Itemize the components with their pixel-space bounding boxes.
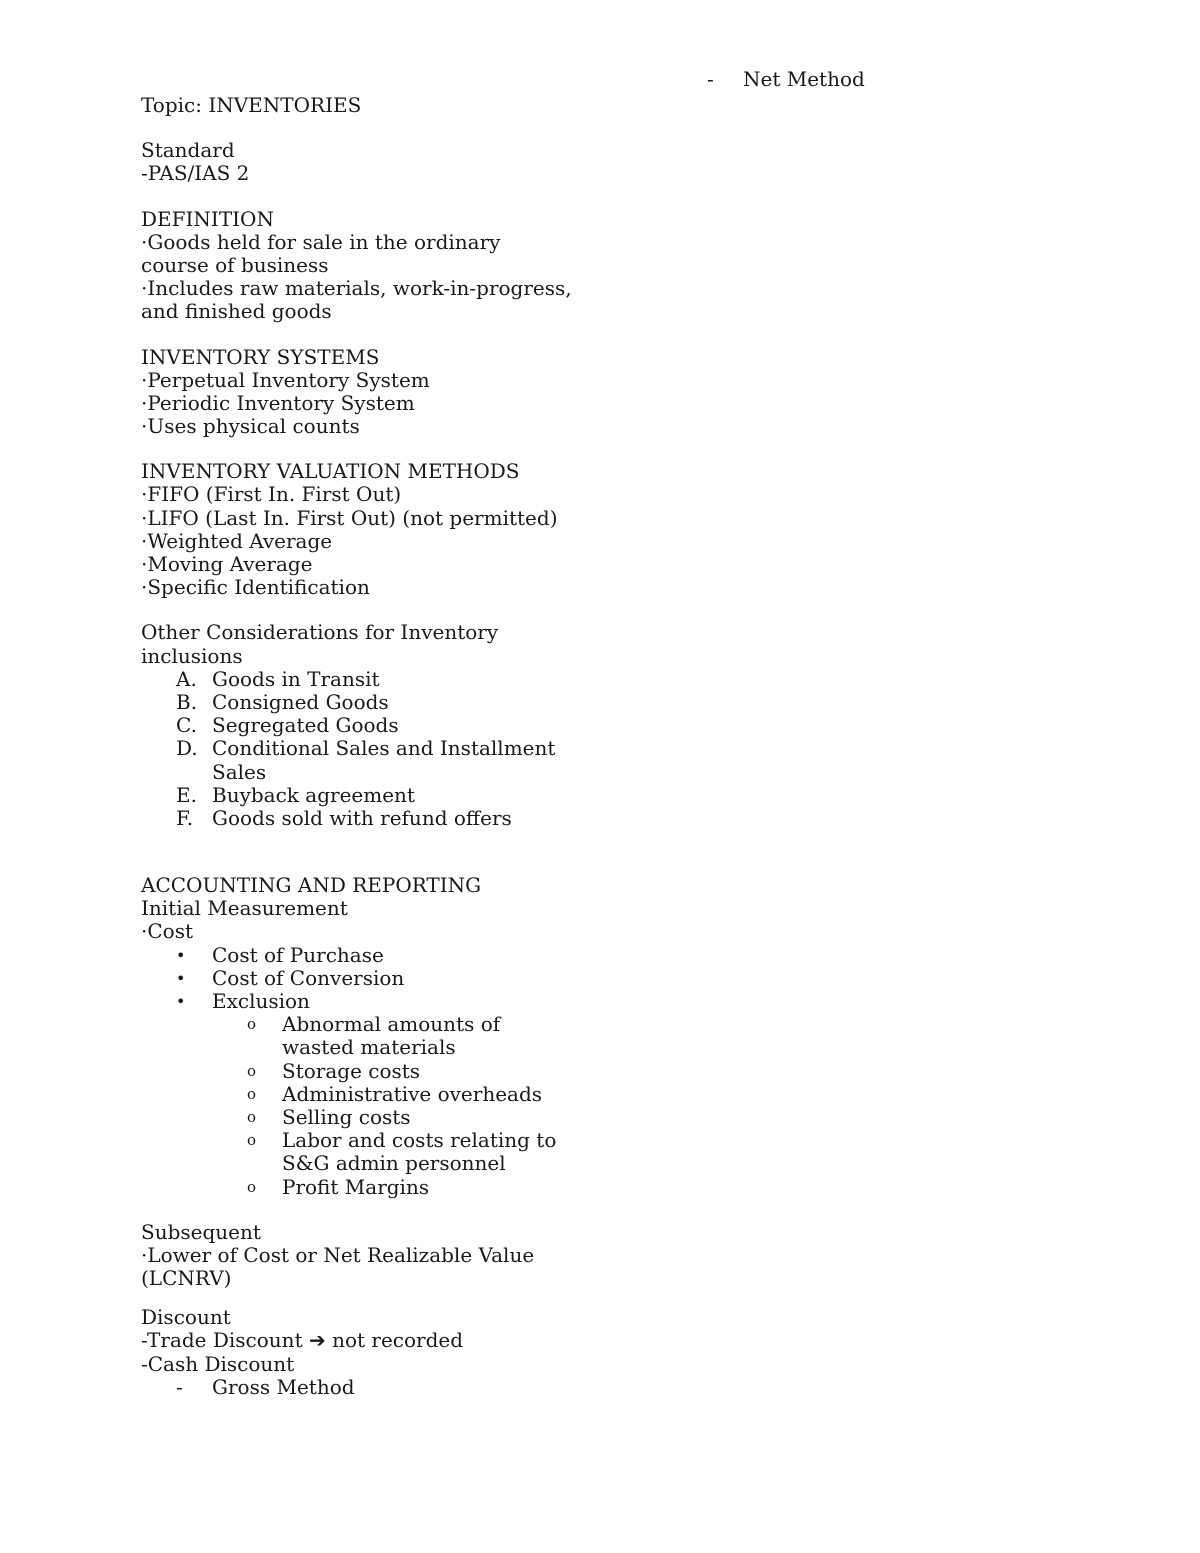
- subsequent-line: ·Lower of Cost or Net Realizable Value: [141, 1242, 535, 1267]
- list-item: [141, 784, 581, 807]
- definition-line: course of business: [141, 252, 329, 277]
- bullet-text: Cost of Purchase: [212, 942, 384, 967]
- list-item-text: Goods in Transit: [212, 666, 380, 691]
- valuation-methods-heading: INVENTORY VALUATION METHODS: [141, 459, 520, 484]
- list-item: [141, 714, 581, 737]
- sub-bullet-item: [141, 1060, 581, 1083]
- page-title: Topic: INVENTORIES: [141, 93, 362, 117]
- sub-bullet-text: Labor and costs relating to: [282, 1128, 557, 1153]
- inventory-systems-line: ·Perpetual Inventory System: [141, 367, 430, 392]
- gross-method-item: [141, 1376, 581, 1399]
- list-item-text: Segregated Goods: [212, 713, 399, 738]
- bullet-icon: •: [176, 945, 186, 965]
- sub-bullet-text: wasted materials: [282, 1035, 456, 1060]
- valuation-method-line: ·Specific Identification: [141, 575, 370, 600]
- sub-bullet-item: [141, 1176, 581, 1199]
- circle-bullet-icon: o: [247, 1177, 257, 1196]
- initial-measurement-heading: Initial Measurement: [141, 896, 348, 921]
- list-item: [141, 807, 581, 830]
- valuation-method-line: ·LIFO (Last In. First Out) (not permitted): [141, 505, 558, 530]
- circle-bullet-icon: o: [247, 1061, 257, 1080]
- sub-bullet-item: [141, 1106, 581, 1129]
- bullet-item: [141, 990, 581, 1013]
- trade-discount-note: not recorded: [332, 1328, 464, 1353]
- circle-bullet-icon: o: [247, 1131, 257, 1150]
- bullet-text: Exclusion: [212, 989, 310, 1013]
- list-item: [141, 668, 581, 691]
- circle-bullet-icon: o: [247, 1107, 257, 1126]
- list-item-text: Buyback agreement: [212, 782, 415, 807]
- trade-discount-label: -Trade Discount: [141, 1328, 303, 1353]
- dash-marker: -: [707, 67, 714, 91]
- bullet-item: [141, 944, 581, 967]
- gross-method-text: Gross Method: [212, 1374, 355, 1399]
- sub-bullet-item: [141, 1013, 581, 1036]
- discount-heading: Discount: [141, 1305, 231, 1330]
- sub-bullet-text: Storage costs: [282, 1058, 421, 1083]
- net-method-item: [672, 68, 1072, 91]
- sub-bullet-text: S&G admin personnel: [282, 1151, 506, 1176]
- list-item-text: Goods sold with refund offers: [212, 805, 512, 830]
- sub-bullet-text: Selling costs: [282, 1104, 411, 1129]
- inventory-systems-heading: INVENTORY SYSTEMS: [141, 344, 380, 369]
- valuation-method-line: ·FIFO (First In. First Out): [141, 482, 402, 507]
- accounting-heading: ACCOUNTING AND REPORTING: [141, 873, 482, 898]
- circle-bullet-icon: o: [247, 1015, 257, 1034]
- sub-bullet-text: Administrative overheads: [282, 1081, 543, 1106]
- standard-heading: Standard: [141, 138, 235, 163]
- bullet-icon: •: [176, 968, 186, 988]
- bullet-icon: •: [176, 992, 186, 1011]
- bullet-item: [141, 967, 581, 990]
- list-marker: D.: [176, 736, 198, 761]
- list-marker: E.: [176, 782, 197, 807]
- definition-line: ·Includes raw materials, work-in-progress,: [141, 276, 572, 301]
- definition-line: ·Goods held for sale in the ordinary: [141, 229, 501, 254]
- list-item: [141, 737, 581, 760]
- subsequent-line: (LCNRV): [141, 1266, 232, 1291]
- inventory-systems-line: ·Periodic Inventory System: [141, 390, 415, 415]
- net-method-text: Net Method: [743, 67, 865, 91]
- sub-bullet-text: Profit Margins: [282, 1174, 430, 1199]
- other-considerations-heading-cont: inclusions: [141, 643, 243, 668]
- subsequent-heading: Subsequent: [141, 1219, 261, 1244]
- list-marker: B.: [176, 689, 198, 714]
- sub-bullet-continuation: [141, 1152, 581, 1175]
- list-marker: A.: [176, 666, 197, 691]
- sub-bullet-item: [141, 1083, 581, 1106]
- sub-bullet-text: Abnormal amounts of: [282, 1012, 501, 1037]
- definition-line: and finished goods: [141, 299, 332, 324]
- trade-discount-line: [141, 1329, 581, 1352]
- right-column: [672, 68, 1072, 91]
- arrow-right-icon: ➔: [308, 1328, 326, 1353]
- list-marker: C.: [176, 713, 197, 738]
- list-item-text: Consigned Goods: [212, 689, 389, 714]
- sub-bullet-continuation: [141, 1036, 581, 1059]
- valuation-method-line: ·Weighted Average: [141, 528, 333, 553]
- list-item-continuation: [141, 761, 581, 784]
- bullet-text: Cost of Conversion: [212, 965, 405, 990]
- circle-bullet-icon: o: [247, 1084, 257, 1103]
- standard-value: -PAS/IAS 2: [141, 161, 250, 186]
- sub-bullet-item: [141, 1129, 581, 1152]
- list-item-text: Sales: [212, 759, 267, 784]
- list-item-text: Conditional Sales and Installment: [212, 736, 556, 761]
- cost-line: ·Cost: [141, 919, 194, 944]
- dash-marker: -: [176, 1374, 183, 1399]
- left-column: [141, 94, 581, 1399]
- definition-heading: DEFINITION: [141, 206, 274, 231]
- cash-discount-line: -Cash Discount: [141, 1351, 295, 1376]
- list-marker: F.: [176, 805, 194, 830]
- valuation-method-line: ·Moving Average: [141, 552, 313, 576]
- inventory-systems-line: ·Uses physical counts: [141, 414, 360, 439]
- other-considerations-heading: Other Considerations for Inventory: [141, 620, 499, 645]
- list-item: [141, 691, 581, 714]
